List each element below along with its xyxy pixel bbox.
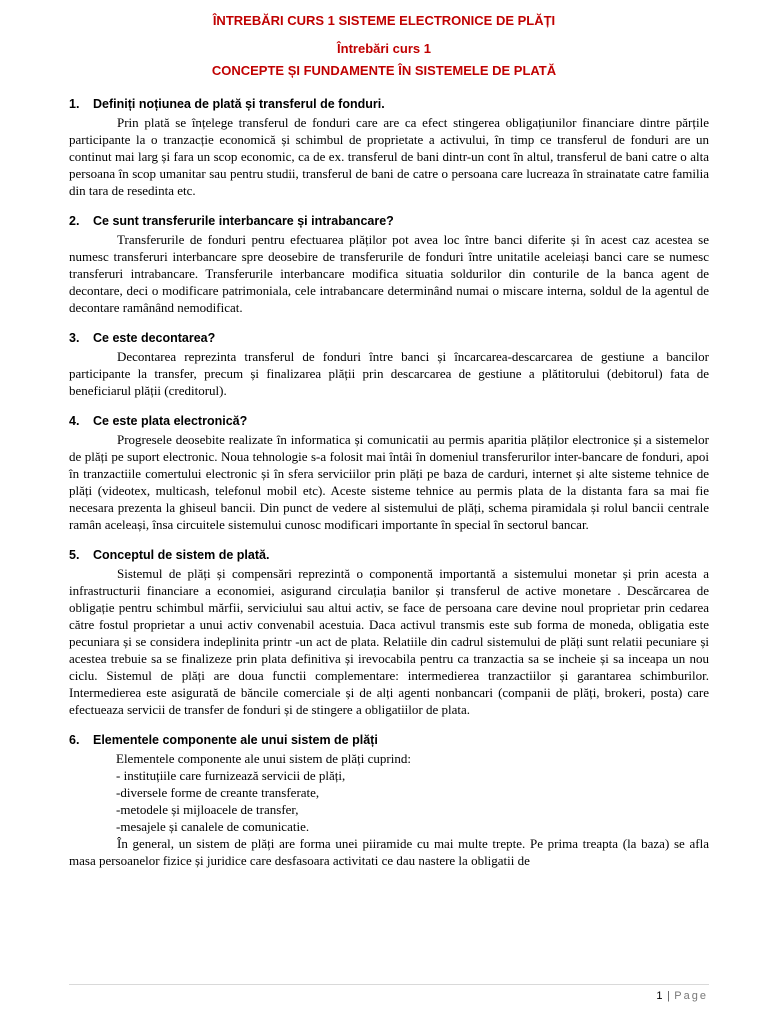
question-text: Ce este plata electronică? xyxy=(93,414,248,428)
list-item: -diversele forme de creante transferate, xyxy=(116,785,320,800)
question-heading xyxy=(69,96,709,112)
answer-paragraph: În general, un sistem de plăți are forma unei piiramide cu mai multe trepte. Pe prima treapta (la baza) se afla masa persoanelor fizice și juridice care desfasoara activitati ce dau nastere la obligatii de xyxy=(69,836,709,868)
question-text: Definiți noțiunea de plată și transferul de fonduri. xyxy=(93,97,385,111)
section-5 xyxy=(69,547,709,718)
question-number: 4. xyxy=(69,414,80,428)
question-heading xyxy=(69,213,709,229)
section-6 xyxy=(69,732,709,869)
section-4 xyxy=(69,413,709,533)
section-1 xyxy=(69,96,709,199)
question-number: 5. xyxy=(69,548,80,562)
list-item: -mesajele și canalele de comunicatie. xyxy=(116,819,310,834)
document-heading: CONCEPTE ȘI FUNDAMENTE ÎN SISTEMELE DE PLATĂ xyxy=(211,63,557,78)
question-text: Elementele componente ale unui sistem de plăți xyxy=(93,733,378,747)
document-body xyxy=(69,96,709,883)
page-footer xyxy=(656,990,708,1002)
question-text: Conceptul de sistem de plată. xyxy=(93,548,270,562)
question-heading xyxy=(69,413,709,429)
list-intro: Elementele componente ale unui sistem de plăți cuprind: xyxy=(116,751,411,766)
footer-separator: | xyxy=(666,990,671,1002)
section-2 xyxy=(69,213,709,316)
question-heading xyxy=(69,330,709,346)
answer-paragraph: Transferurile de fonduri pentru efectuarea plăților pot avea loc între banci diferite și în acest caz acestea se numesc transferuri interbancare spre deosebire de transferurile de fonduri între unitatile aceleiași banci care se numesc transferuri intrabancare. Transferurile interbancare modifica situatia soldurilor din conturile de la banca agent de decontare, deci o modificare patrimoniala, cele intrabancare determinând numai o miscare interna, soldul de la agentul de decontare ramânând nemodificat. xyxy=(69,232,709,315)
page-number: 1 xyxy=(656,990,663,1002)
footer-divider xyxy=(69,984,709,985)
answer-paragraph: Progresele deosebite realizate în informatica și comunicatii au permis aparitia plăților electronice și a sistemelor de plăți pe suport electronic. Noua tehnologie s-a folosit mai întâi în domeniul transferurilor inter-bancare de fonduri, apoi în tranzactiile comertului electronic și în sfera serviciilor prin plăți pe baza de carduri, internet și alte sisteme tehnice de plăți (videotex, multicash, telefonul mobil etc). Aceste sisteme tehnice au permis plata de la distanta fara sa mai fie necesara prezenta la ghiseul bancii. Din punct de vedere al sistemului de plăți, schema piramidala și rolul bancii centrale ramân aceleași, însa circuitele sistemului cunosc modificari importante în special în sectorul bancar. xyxy=(69,432,709,532)
question-heading xyxy=(69,732,709,748)
document-title: ÎNTREBĂRI CURS 1 SISTEME ELECTRONICE DE PLĂȚI xyxy=(212,13,556,28)
list-item: - instituțiile care furnizează servicii de plăți, xyxy=(116,768,346,783)
page-label: Page xyxy=(674,990,708,1002)
question-number: 3. xyxy=(69,331,80,345)
document-subtitle: Întrebări curs 1 xyxy=(337,41,431,56)
answer-paragraph: Prin plată se înțelege transferul de fonduri care are ca efect stingerea obligațiunilor financiare dintre părțile participante la o tranzacție economică și schimbul de proprietate a activului, în timp ce transferul de fonduri are un continut mai larg și fara un scop economic, ca de ex. transferul de bani dintr-un cont în altul, transferul de bani catre o alta persoana în scop umanitar sau pentru studii, transferul de bani de catre o persoana care lucreaza în strainatate catre familia din tara de resedinta etc. xyxy=(69,115,709,198)
question-text: Ce este decontarea? xyxy=(93,331,216,345)
question-number: 1. xyxy=(69,97,80,111)
question-text: Ce sunt transferurile interbancare și intrabancare? xyxy=(93,214,394,228)
question-number: 6. xyxy=(69,733,80,747)
question-number: 2. xyxy=(69,214,80,228)
question-heading xyxy=(69,547,709,563)
component-list xyxy=(69,750,709,835)
list-item: -metodele și mijloacele de transfer, xyxy=(116,802,299,817)
section-3 xyxy=(69,330,709,399)
answer-paragraph: Decontarea reprezinta transferul de fonduri între banci și încarcarea-descarcarea de gestiune a bancilor participante la transfer, precum și finalizarea plății prin descarcarea de gestiune a plătitorului (debitorul) fata de beneficiarul plății (creditorul). xyxy=(69,349,709,398)
answer-paragraph: Sistemul de plăți și compensări reprezintă o componentă importantă a sistemului monetar și prin acesta a infrastructurii financiare a economiei, asigurand circulația banilor și transferul de active monetare . Descărcarea de obligație pentru schimbul mărfii, serviciului sau altui activ, se face de persoana care devine noul proprietar prin cedarea către fostul proprietar a unui activ convenabil acestuia. Daca activul transmis este sub forma de moneda, obligatia este pecuniara și se considera indeplinita printr -un act de plata. Relatiile din cadrul sistemului de plăți sunt relatii pecuniare și acestea trebuie sa se finalizeze prin plata definitiva și irevocabila pentru ca tranzactia sa se incheie și sa inceapa un nou ciclu. Sistemul de plăți are doua functii complementare: intermedierea tranzactiilor și garantarea schimburilor. Intermedierea este asigurată de băncile comerciale și de alți agenti nonbancari (companii de plăți, brokeri, posta) care efectueaza servicii de transfer de fonduri și de stingere a obligatiilor de plata. xyxy=(69,566,709,717)
